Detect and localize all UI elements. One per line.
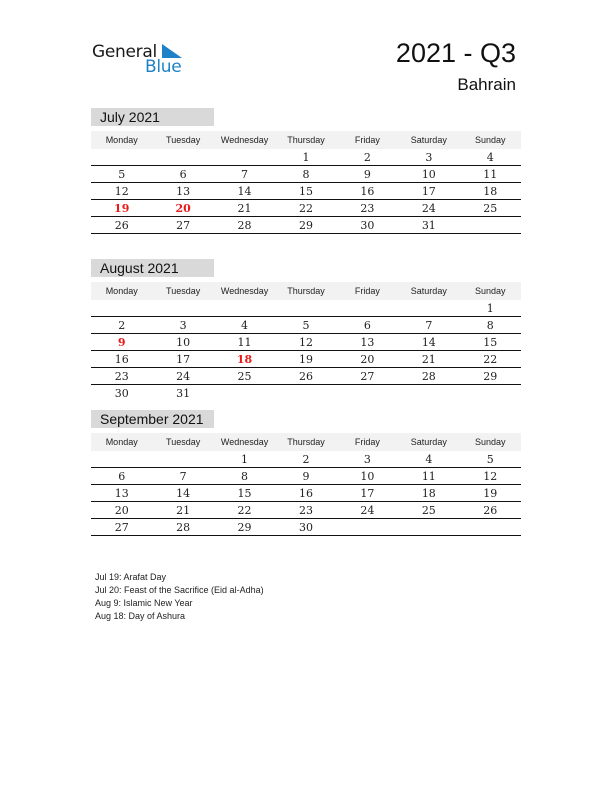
date-cell: 23 xyxy=(298,504,313,517)
date-cell xyxy=(214,385,275,401)
date-cell xyxy=(460,385,521,401)
date-cell: 22 xyxy=(483,353,498,366)
date-cell: 11 xyxy=(237,336,252,349)
date-cell: 29 xyxy=(237,521,252,534)
week-row xyxy=(91,485,521,502)
week-row xyxy=(91,468,521,485)
date-cell: 14 xyxy=(421,336,436,349)
date-cell: 10 xyxy=(176,336,191,349)
holiday-note: Jul 20: Feast of the Sacrifice (Eid al-Adha) xyxy=(95,585,264,595)
weekday-monday: Monday xyxy=(105,135,138,145)
date-cell: 21 xyxy=(421,353,436,366)
weekday-sunday: Sunday xyxy=(474,437,506,447)
date-cell: 6 xyxy=(179,168,187,181)
date-cell: 24 xyxy=(176,370,191,383)
date-cell: 12 xyxy=(298,336,313,349)
date-cell xyxy=(214,149,275,165)
date-cell: 29 xyxy=(483,370,498,383)
date-cell: 15 xyxy=(483,336,498,349)
date-cell: 1 xyxy=(302,151,310,164)
logo-text-blue: Blue xyxy=(145,57,182,77)
date-cell: 16 xyxy=(360,185,375,198)
weekday-header-row xyxy=(91,433,521,451)
date-cell: 12 xyxy=(483,470,498,483)
month-july xyxy=(91,108,521,234)
date-cell: 31 xyxy=(176,387,191,400)
date-cell: 12 xyxy=(114,185,129,198)
week-row xyxy=(91,334,521,351)
weekday-monday: Monday xyxy=(105,286,138,296)
date-cell: 16 xyxy=(114,353,129,366)
date-cell: 27 xyxy=(114,521,129,534)
date-cell: 18 xyxy=(421,487,436,500)
date-cell: 14 xyxy=(237,185,252,198)
date-cell: 4 xyxy=(241,319,249,332)
date-cell: 13 xyxy=(360,336,375,349)
week-row xyxy=(91,166,521,183)
date-cell: 25 xyxy=(421,504,436,517)
date-cell: 28 xyxy=(237,219,252,232)
weekday-header-row xyxy=(91,131,521,149)
month-august xyxy=(91,259,521,401)
week-row xyxy=(91,317,521,334)
date-cell: 22 xyxy=(237,504,252,517)
date-cell: 17 xyxy=(360,487,375,500)
date-cell: 31 xyxy=(421,219,436,232)
month-label: September 2021 xyxy=(91,410,214,428)
date-cell: 15 xyxy=(298,185,313,198)
weekday-tuesday: Tuesday xyxy=(166,437,201,447)
holiday-note: Jul 19: Arafat Day xyxy=(95,572,167,582)
date-cell xyxy=(337,385,398,401)
date-cell: 21 xyxy=(237,202,252,215)
date-cell: 5 xyxy=(118,168,126,181)
date-cell: 7 xyxy=(241,168,249,181)
date-cell: 25 xyxy=(483,202,498,215)
date-cell xyxy=(152,300,213,316)
date-cell: 28 xyxy=(176,521,191,534)
date-cell: 4 xyxy=(486,151,494,164)
date-cell: 6 xyxy=(118,470,126,483)
date-cell: 5 xyxy=(302,319,310,332)
date-cell xyxy=(275,300,336,316)
date-cell: 28 xyxy=(421,370,436,383)
date-cell: 19 xyxy=(483,487,498,500)
weekday-tuesday: Tuesday xyxy=(166,286,201,296)
date-cell: 11 xyxy=(483,168,498,181)
month-grid xyxy=(91,149,521,234)
date-cell: 2 xyxy=(118,319,126,332)
page-title: 2021 - Q3 xyxy=(395,38,516,68)
date-cell: 22 xyxy=(298,202,313,215)
date-cell: 30 xyxy=(298,521,313,534)
week-row xyxy=(91,519,521,536)
date-cell: 3 xyxy=(363,453,371,466)
weekday-saturday: Saturday xyxy=(410,135,447,145)
date-cell xyxy=(398,300,459,316)
week-row xyxy=(91,385,521,401)
date-cell: 17 xyxy=(176,353,191,366)
date-cell xyxy=(337,300,398,316)
weekday-wednesday: Wednesday xyxy=(220,437,269,447)
date-cell: 20 xyxy=(360,353,375,366)
date-cell xyxy=(337,519,398,535)
logo-text-general: General xyxy=(92,42,157,62)
week-row xyxy=(91,368,521,385)
week-row xyxy=(91,217,521,234)
date-cell: 30 xyxy=(114,387,129,400)
date-cell: 9 xyxy=(363,168,371,181)
weekday-thursday: Thursday xyxy=(287,437,325,447)
date-cell: 14 xyxy=(176,487,191,500)
date-cell: 8 xyxy=(241,470,249,483)
date-cell: 9 xyxy=(302,470,310,483)
week-row xyxy=(91,502,521,519)
date-cell: 1 xyxy=(486,302,494,315)
date-cell: 27 xyxy=(176,219,191,232)
weekday-saturday: Saturday xyxy=(410,286,447,296)
date-cell: 25 xyxy=(237,370,252,383)
date-cell: 29 xyxy=(298,219,313,232)
date-cell xyxy=(91,149,152,165)
date-cell xyxy=(460,519,521,535)
holiday-date-cell: 18 xyxy=(236,353,253,366)
weekday-header-row xyxy=(91,282,521,300)
date-cell: 18 xyxy=(483,185,498,198)
holiday-date-cell: 9 xyxy=(117,336,126,349)
weekday-monday: Monday xyxy=(105,437,138,447)
month-september xyxy=(91,410,521,536)
date-cell: 7 xyxy=(425,319,433,332)
month-label: July 2021 xyxy=(91,108,214,126)
date-cell xyxy=(152,149,213,165)
week-row xyxy=(91,183,521,200)
date-cell: 23 xyxy=(114,370,129,383)
date-cell: 8 xyxy=(302,168,310,181)
date-cell: 6 xyxy=(363,319,371,332)
weekday-sunday: Sunday xyxy=(474,135,506,145)
date-cell xyxy=(275,385,336,401)
date-cell: 13 xyxy=(176,185,191,198)
date-cell: 10 xyxy=(421,168,436,181)
weekday-saturday: Saturday xyxy=(410,437,447,447)
generalblue-logo xyxy=(92,38,192,78)
date-cell: 20 xyxy=(114,504,129,517)
holiday-notes xyxy=(95,571,264,623)
date-cell: 26 xyxy=(114,219,129,232)
date-cell: 24 xyxy=(421,202,436,215)
weekday-wednesday: Wednesday xyxy=(220,286,269,296)
date-cell: 19 xyxy=(298,353,313,366)
week-row xyxy=(91,451,521,468)
date-cell: 26 xyxy=(483,504,498,517)
month-grid xyxy=(91,300,521,401)
date-cell: 21 xyxy=(176,504,191,517)
date-cell: 24 xyxy=(360,504,375,517)
date-cell: 26 xyxy=(298,370,313,383)
date-cell: 17 xyxy=(421,185,436,198)
month-label: August 2021 xyxy=(91,259,214,277)
date-cell: 3 xyxy=(425,151,433,164)
week-row xyxy=(91,149,521,166)
date-cell xyxy=(398,519,459,535)
week-row xyxy=(91,300,521,317)
weekday-tuesday: Tuesday xyxy=(166,135,201,145)
holiday-note: Aug 18: Day of Ashura xyxy=(95,611,186,621)
date-cell: 16 xyxy=(298,487,313,500)
holiday-date-cell: 20 xyxy=(175,202,191,215)
weekday-sunday: Sunday xyxy=(474,286,506,296)
week-row xyxy=(91,351,521,368)
date-cell: 1 xyxy=(241,453,249,466)
date-cell xyxy=(91,451,152,467)
date-cell: 11 xyxy=(421,470,436,483)
weekday-thursday: Thursday xyxy=(287,135,325,145)
weekday-friday: Friday xyxy=(354,437,380,447)
date-cell: 10 xyxy=(360,470,375,483)
date-cell xyxy=(398,385,459,401)
month-grid xyxy=(91,451,521,536)
date-cell: 27 xyxy=(360,370,375,383)
date-cell: 30 xyxy=(360,219,375,232)
date-cell: 3 xyxy=(179,319,187,332)
date-cell: 4 xyxy=(425,453,433,466)
date-cell: 15 xyxy=(237,487,252,500)
date-cell: 13 xyxy=(114,487,129,500)
holiday-date-cell: 19 xyxy=(114,202,130,215)
weekday-wednesday: Wednesday xyxy=(220,135,269,145)
logo-triangle-icon xyxy=(162,44,182,58)
weekday-friday: Friday xyxy=(354,286,380,296)
date-cell: 2 xyxy=(302,453,310,466)
country-name: Bahrain xyxy=(457,75,516,94)
date-cell: 23 xyxy=(360,202,375,215)
date-cell: 7 xyxy=(179,470,187,483)
weekday-thursday: Thursday xyxy=(287,286,325,296)
date-cell xyxy=(214,300,275,316)
date-cell xyxy=(152,451,213,467)
date-cell: 8 xyxy=(486,319,494,332)
date-cell: 5 xyxy=(486,453,494,466)
date-cell: 2 xyxy=(363,151,371,164)
date-cell xyxy=(91,300,152,316)
weekday-friday: Friday xyxy=(354,135,380,145)
holiday-note: Aug 9: Islamic New Year xyxy=(95,598,193,608)
date-cell xyxy=(460,217,521,233)
week-row xyxy=(91,200,521,217)
